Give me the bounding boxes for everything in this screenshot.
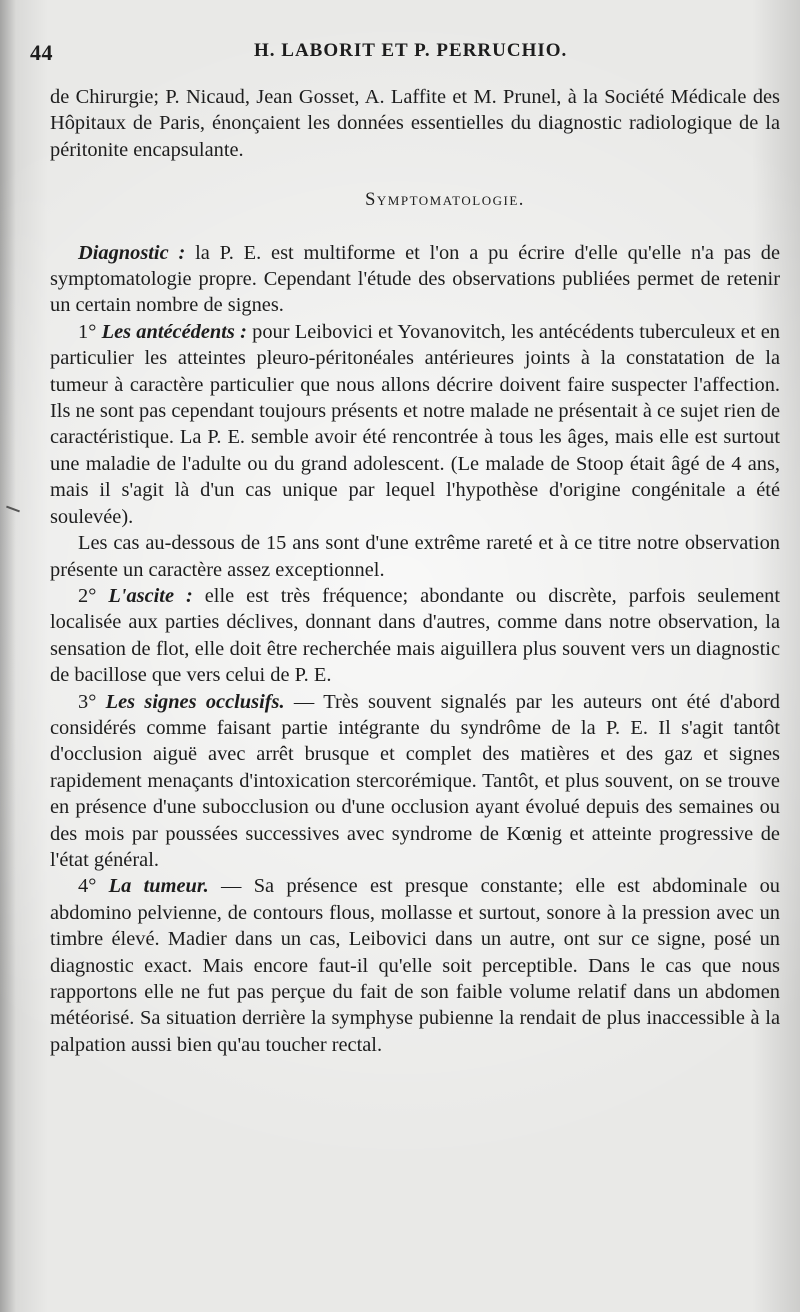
item-number: 4° (78, 875, 109, 898)
item-text: — Sa présence est presque constante; elle est abdominale ou abdomino pelvienne, de contours flous, mollasse et surtout, sonore à la pression avec un timbre élevé. Madier dans un cas, Leibovici dans un autre, ont sur ce signe, posé un diagnostic exact. Mais encore faut-il qu'elle soit perceptible. Dans le cas que nous rapportons elle ne fut pas perçue du fait de son faible volume relatif dans un abdomen météorisé. Sa situation derrière la symphyse pubienne la rendait de plus inaccessible à la palpation aussi bien qu'au toucher rectal. (50, 875, 781, 1056)
item-label: L'ascite : (108, 584, 193, 607)
item-label: Les antécédents : (101, 320, 247, 343)
item-number: 1° (78, 320, 102, 343)
diagnostic-label: Diagnostic : (78, 241, 186, 264)
item-number: 2° (78, 584, 109, 607)
intro-paragraph: de Chirurgie; P. Nicaud, Jean Gosset, A. Laffite et M. Prunel, à la Société Médicale des Hôpitaux de Paris, énonçaient les données essentielles du diagnostic radiologique de la péritonite encapsulante. (50, 86, 780, 161)
item-label: Les signes occlusifs. (105, 690, 285, 713)
page-header (30, 36, 760, 66)
item-tumeur (50, 873, 780, 1058)
item-text: pour Leibovici et Yovanovitch, les antécédents tuberculeux et en particulier les atteintes pleuro-péritonéales antérieures joints à la constatation de la tumeur à caractère particulier que nous allons décrire doivent faire suspecter l'affection. Ils ne sont pas cependant toujours présents et notre malade ne présentait à ce sujet rien de caractéristique. La P. E. semble avoir été rencontrée à tous les âges, mais elle est surtout une maladie de l'adulte ou du grand adolescent. (Le malade de Stoop était âgé de 4 ans, mais il s'agit là d'un cas unique par lequel l'hypothèse d'origine congénitale a été soulevée). (50, 320, 780, 528)
item-label: La tumeur. (108, 875, 209, 898)
page-number: 44 (30, 40, 53, 65)
page-spine-shadow (0, 0, 16, 1312)
running-head: H. LABORIT ET P. PERRUCHIO. (254, 40, 568, 61)
item-signes-occlusifs (50, 689, 780, 874)
item-text: Les cas au-dessous de 15 ans sont d'une extrême rareté et à ce titre notre observation présente un caractère assez exceptionnel. (50, 532, 780, 581)
diagnostic-text: la P. E. est multiforme et l'on a pu écrire d'elle qu'elle n'a pas de symptomatologie propre. Cependant l'étude des observations publiées permet de retenir un certain nombre de signes. (50, 241, 780, 317)
item-antecedents (50, 319, 780, 530)
item-text: elle est très fréquence; abondante ou discrète, parfois seulement localisée aux parties déclives, donnant dans d'autres, comme dans notre observation, la sensation de flot, elle doit être recherchée mais aiguillera plus souvent vers un diagnostic de bacillose que vers celui de P. E. (50, 584, 780, 687)
section-title: Symptomatologie. (365, 190, 525, 211)
item-number: 3° (78, 690, 106, 713)
item-ascite (50, 583, 780, 689)
body-text (50, 84, 780, 1058)
diagnostic-paragraph (50, 240, 780, 319)
item-text: — Très souvent signalés par les auteurs ont été d'abord considérés comme faisant partie intégrante du syndrôme de la P. E. Il s'agit tantôt d'occlusion aiguë avec arrêt brusque et complet des matières et des gaz et signes rapidement menaçants d'intoxication stercorémique. Tantôt, et plus souvent, on se trouve en présence d'une subocclusion ou d'une occlusion ayant évolué depuis des semaines ou des mois par poussées successives avec syndrome de Kœnig et atteinte progressive de l'état général. (50, 690, 781, 871)
item-rarity (50, 530, 780, 583)
